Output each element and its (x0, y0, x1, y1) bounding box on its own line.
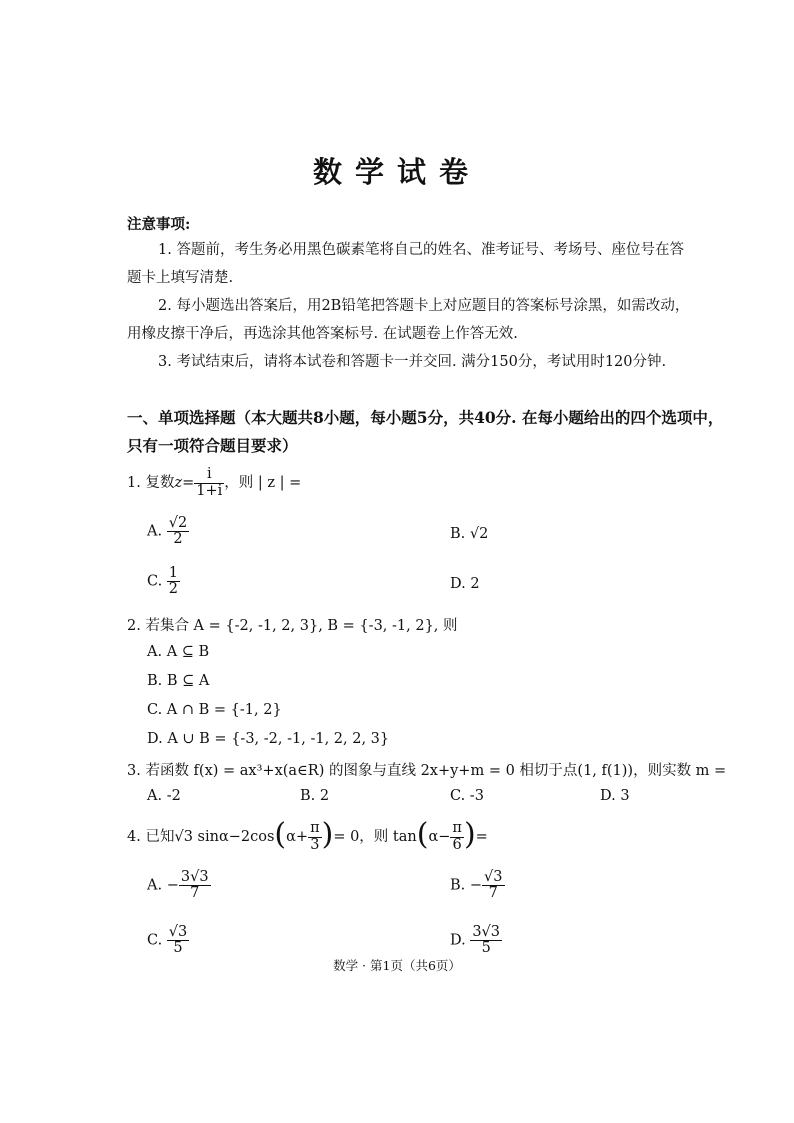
question-4-right-paren-1: ) (321, 817, 334, 852)
question-2-option-d: D. A ∪ B = {-3, -2, -1, -1, 2, 2, 3} (147, 731, 390, 747)
question-4-option-b (450, 870, 505, 901)
question-4-option-a (147, 870, 211, 901)
notice-item-1-line-2: 题卡上填写清楚. (127, 270, 234, 286)
question-2-option-a: A. A ⊆ B (147, 644, 210, 660)
question-4-option-d (450, 925, 502, 956)
question-4-option-b-sign: − (469, 877, 483, 894)
question-1-option-c (147, 566, 180, 597)
question-4-paren-1-text: α+ (286, 829, 309, 845)
question-1-option-d: D. 2 (450, 576, 480, 592)
question-1-suffix: ，则 | z | = (224, 475, 302, 491)
question-4-option-d-numerator: 3√3 (472, 924, 501, 940)
question-4-option-d-label: D. (450, 932, 466, 949)
question-3-option-b: B. 2 (300, 788, 330, 804)
page-footer: 数学 · 第1页（共6页） (333, 958, 461, 973)
question-4-number: 4. (127, 829, 141, 845)
question-3-stem: 3. 若函数 f(x) = ax³+x(a∈R) 的图象与直线 2x+y+m = 0 相切于点(1, f(1))，则实数 m = (127, 763, 727, 779)
section-heading-line-1: 一、单项选择题（本大题共8小题，每小题5分，共40分. 在每小题给出的四个选项中， (127, 408, 724, 427)
question-4-pi-2: π (452, 820, 462, 837)
question-1-option-a-label: A. (147, 523, 163, 540)
question-1-prefix: 复数 (145, 475, 175, 491)
question-4-option-a-sign: − (166, 877, 179, 894)
question-4-option-c-denominator: 5 (173, 940, 183, 957)
question-4-left-paren-2: ( (416, 817, 429, 852)
question-1-option-b: B. √2 (450, 526, 489, 542)
question-4-option-c-label: C. (147, 932, 163, 949)
question-4-fraction-pi-6 (450, 821, 464, 852)
question-4-right-paren-2: ) (463, 817, 476, 852)
question-1-option-c-label: C. (147, 573, 163, 590)
question-4-option-a-numerator: 3√3 (180, 869, 209, 885)
question-4-paren-2-text: α− (428, 829, 451, 845)
question-1-option-c-denominator: 2 (168, 581, 179, 598)
notice-item-2-line-2: 用橡皮擦干净后，再选涂其他答案标号. 在试题卷上作答无效. (127, 326, 518, 342)
question-1-variable: z (174, 475, 183, 491)
question-4-option-a-denominator: 7 (190, 885, 200, 902)
page-title: 数学试卷 (312, 155, 481, 189)
question-4-option-a-fraction (179, 870, 211, 901)
question-2-stem: 2. 若集合 A = {-2, -1, 2, 3}, B = {-3, -1, 2}, 则 (127, 618, 458, 634)
question-4-option-c (147, 925, 189, 956)
question-1-option-a-numerator: √2 (168, 515, 188, 531)
question-4-pi-1: π (310, 820, 320, 837)
question-4-denominator-3: 3 (310, 836, 320, 853)
question-1-option-a (147, 516, 189, 547)
notice-heading: 注意事项: (127, 216, 191, 233)
question-1-option-c-fraction (167, 566, 180, 597)
question-4-option-c-fraction (167, 925, 189, 956)
question-1-number: 1. (127, 475, 141, 491)
question-4-option-b-numerator: √3 (484, 869, 503, 885)
question-3-option-a: A. -2 (147, 788, 181, 804)
question-1-equals: = (182, 475, 195, 491)
question-4-option-d-denominator: 5 (481, 940, 491, 957)
question-2-option-b: B. B ⊆ A (147, 673, 210, 689)
question-4-text-part-3: = (475, 829, 488, 845)
question-4-left-paren-1: ( (274, 817, 287, 852)
question-4-denominator-6: 6 (452, 836, 462, 853)
question-4-option-b-denominator: 7 (488, 885, 498, 902)
question-4-fraction-pi-3 (308, 821, 322, 852)
question-1-fraction-denominator: 1+i (196, 482, 223, 499)
question-1-option-a-fraction (167, 516, 189, 547)
question-2-option-c: C. A ∩ B = {-1, 2} (147, 702, 282, 718)
question-1-fraction-numerator: i (194, 467, 224, 483)
question-4-text-part-2: = 0，则 tan (333, 829, 417, 845)
question-1-option-a-denominator: 2 (173, 531, 183, 548)
question-1-fraction (194, 467, 224, 498)
question-3-option-c: C. -3 (450, 788, 484, 804)
question-1-option-c-numerator: 1 (168, 565, 179, 581)
question-4-stem (127, 815, 488, 859)
question-4-option-d-fraction (470, 925, 502, 956)
question-4-option-a-label: A. (147, 877, 163, 894)
notice-item-2-line-1: 2. 每小题选出答案后，用2B铅笔把答题卡上对应题目的答案标号涂黑，如需改动， (158, 298, 690, 314)
section-heading-line-2: 只有一项符合题目要求） (127, 436, 298, 455)
question-4-option-b-fraction (482, 870, 504, 901)
question-3-option-d: D. 3 (600, 788, 630, 804)
question-1-stem (127, 464, 301, 502)
question-4-option-c-numerator: √3 (168, 924, 188, 940)
notice-item-1-line-1: 1. 答题前，考生务必用黑色碳素笔将自己的姓名、准考证号、考场号、座位号在答 (158, 242, 684, 258)
notice-item-3: 3. 考试结束后，请将本试卷和答题卡一并交回. 满分150分，考试用时120分钟. (158, 354, 667, 370)
question-4-text-part-1: 已知√3 sinα−2cos (145, 829, 275, 845)
question-4-option-b-label: B. (450, 877, 466, 894)
